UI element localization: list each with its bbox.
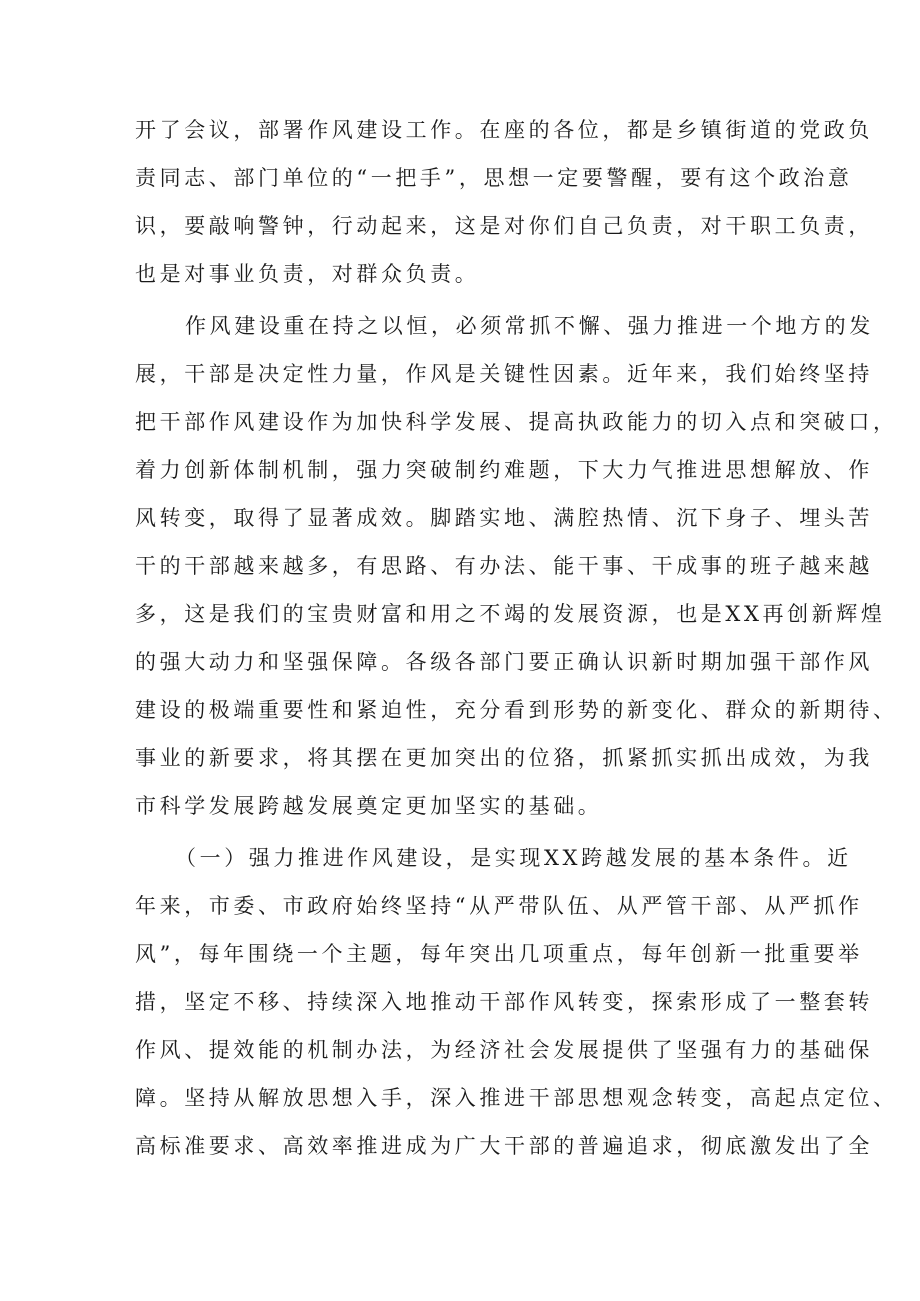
paragraph-line: 措，坚定不移、持续深入地推动干部作风转变，探索形成了一整套转 — [135, 990, 873, 1014]
paragraph-line: 事业的新要求，将其摆在更加突出的位狢，抓紧抓实抓出成效，为我 — [135, 746, 873, 770]
paragraph-line: 展，干部是决定性力量，作风是关键性因素。近年来，我们始终坚持 — [135, 362, 873, 386]
paragraph-3 — [135, 834, 898, 1170]
paragraph-line: 风转变，取得了显著成效。脚踏实地、满腔热情、沉下身子、埋头苦 — [135, 506, 873, 530]
paragraph-line: 的强大动力和坚强保障。各级各部门要正确认识新时期加强干部作风 — [135, 650, 873, 674]
paragraph-line: 高标准要求、高效率推进成为广大干部的普遍追求，彻底激发出了全 — [135, 1134, 873, 1158]
paragraph-line: 也是对事业负责，对群众负责。 — [135, 262, 480, 286]
paragraph-line: 着力创新体制机制，强力突破制约难题，下大力气推进思想解放、作 — [135, 458, 873, 482]
paragraph-2 — [135, 302, 898, 830]
paragraph-line: 识，要敲响警钟，行动起来，这是对你们自己负责，对干职工负责， — [135, 214, 873, 238]
paragraph-line: 年来，市委、市政府始终坚持“从严带队伍、从严管干部、从严抓作 — [135, 894, 863, 918]
paragraph-line: 开了会议，部署作风建设工作。在座的各位，都是乡镇街道的党政负 — [135, 118, 873, 142]
paragraph-line: 干的干部越来越多，有思路、有办法、能干事、干成事的班子越来越 — [135, 554, 873, 578]
paragraph-line: 责同志、部门单位的“一把手”，思想一定要警醒，要有这个政治意 — [135, 166, 853, 190]
paragraph-line: 作风建设重在持之以恒，必须常抓不懈、强力推进一个地方的发 — [185, 314, 874, 338]
paragraph-line: 风”，每年围绕一个主题，每年突出几项重点，每年创新一批重要举 — [135, 942, 863, 966]
paragraph-line: 把干部作风建设作为加快科学发展、提高执政能力的切入点和突破口， — [135, 410, 898, 434]
paragraph-1 — [135, 106, 873, 298]
paragraph-line: 建设的极端重要性和紧迫性，充分看到形势的新变化、群众的新期待、 — [135, 698, 898, 722]
paragraph-line: 作风、提效能的机制办法，为经济社会发展提供了坚强有力的基础保 — [135, 1038, 873, 1062]
paragraph-line: 障。坚持从解放思想入手，深入推进干部思想观念转变，高起点定位、 — [135, 1086, 898, 1110]
paragraph-line: 多，这是我们的宝贵财富和用之不竭的发展资源，也是XX再创新辉煌 — [135, 602, 886, 626]
paragraph-line: （一）强力推进作风建设，是实现XX跨越发展的基本条件。近 — [175, 846, 852, 870]
paragraph-line: 市科学发展跨越发展奠定更加坚实的基础。 — [135, 794, 603, 818]
